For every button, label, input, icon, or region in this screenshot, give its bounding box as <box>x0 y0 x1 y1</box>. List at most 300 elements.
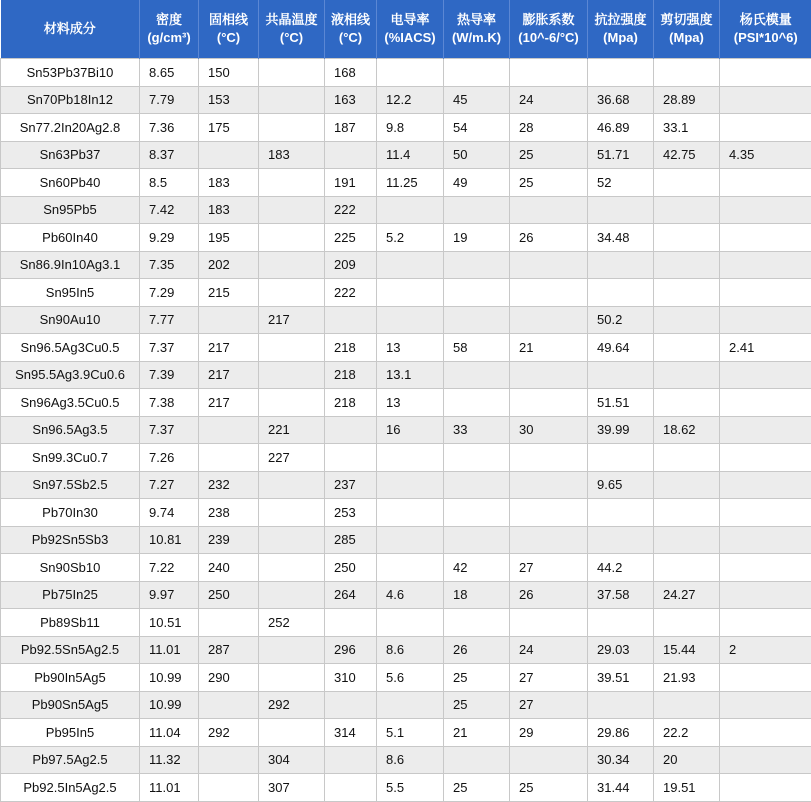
material-name-cell: Pb60In40 <box>1 224 140 252</box>
table-cell <box>720 389 811 417</box>
table-cell: 11.01 <box>140 636 199 664</box>
table-cell: 21 <box>510 334 588 362</box>
table-cell <box>720 114 811 142</box>
table-cell <box>654 224 720 252</box>
table-cell <box>588 59 654 87</box>
material-name-cell: Pb92.5In5Ag2.5 <box>1 774 140 802</box>
table-row <box>1 251 811 279</box>
table-cell: 7.39 <box>140 361 199 389</box>
table-cell <box>199 609 259 637</box>
table-cell: 24 <box>510 636 588 664</box>
table-cell: 7.79 <box>140 86 199 114</box>
table-cell: 304 <box>259 746 325 774</box>
table-cell <box>588 691 654 719</box>
table-cell: 7.37 <box>140 416 199 444</box>
table-cell: 39.51 <box>588 664 654 692</box>
table-cell: 225 <box>325 224 377 252</box>
table-cell <box>510 746 588 774</box>
table-cell: 217 <box>199 389 259 417</box>
column-header-title: 热导率 <box>444 11 509 29</box>
table-cell: 8.37 <box>140 141 199 169</box>
table-cell: 58 <box>444 334 510 362</box>
table-cell: 26 <box>510 581 588 609</box>
table-cell: 19 <box>444 224 510 252</box>
table-cell <box>377 59 444 87</box>
table-cell: 202 <box>199 251 259 279</box>
material-name-cell: Sn96.5Ag3Cu0.5 <box>1 334 140 362</box>
table-cell <box>654 334 720 362</box>
table-cell: 19.51 <box>654 774 720 802</box>
table-cell: 25 <box>510 774 588 802</box>
table-cell: 153 <box>199 86 259 114</box>
column-header-title: 固相线 <box>199 11 258 29</box>
table-cell: 183 <box>199 169 259 197</box>
table-row <box>1 59 811 87</box>
table-cell: 217 <box>259 306 325 334</box>
table-cell: 7.37 <box>140 334 199 362</box>
table-cell: 8.65 <box>140 59 199 87</box>
table-cell <box>377 526 444 554</box>
table-cell <box>377 609 444 637</box>
table-cell <box>377 499 444 527</box>
column-header <box>377 0 444 59</box>
table-cell <box>259 499 325 527</box>
table-cell: 42 <box>444 554 510 582</box>
table-cell: 10.81 <box>140 526 199 554</box>
table-cell: 7.36 <box>140 114 199 142</box>
table-cell: 29.03 <box>588 636 654 664</box>
table-cell <box>588 279 654 307</box>
table-cell <box>259 581 325 609</box>
table-row <box>1 719 811 747</box>
table-cell: 264 <box>325 581 377 609</box>
table-cell: 50.2 <box>588 306 654 334</box>
table-cell <box>510 471 588 499</box>
table-row <box>1 499 811 527</box>
table-cell: 222 <box>325 196 377 224</box>
table-cell <box>444 499 510 527</box>
table-cell: 49.64 <box>588 334 654 362</box>
table-cell <box>510 389 588 417</box>
table-row <box>1 224 811 252</box>
table-cell <box>259 114 325 142</box>
table-cell: 290 <box>199 664 259 692</box>
table-cell: 26 <box>444 636 510 664</box>
table-cell: 30 <box>510 416 588 444</box>
table-cell <box>654 471 720 499</box>
table-cell: 222 <box>325 279 377 307</box>
table-cell <box>654 499 720 527</box>
table-cell: 16 <box>377 416 444 444</box>
table-cell: 9.8 <box>377 114 444 142</box>
table-cell <box>720 554 811 582</box>
table-cell: 13 <box>377 334 444 362</box>
table-cell: 240 <box>199 554 259 582</box>
table-cell <box>654 306 720 334</box>
table-cell: 187 <box>325 114 377 142</box>
table-cell <box>325 306 377 334</box>
table-cell: 195 <box>199 224 259 252</box>
material-name-cell: Sn95.5Ag3.9Cu0.6 <box>1 361 140 389</box>
table-cell: 217 <box>199 334 259 362</box>
table-cell: 252 <box>259 609 325 637</box>
material-name-cell: Sn63Pb37 <box>1 141 140 169</box>
table-cell: 218 <box>325 334 377 362</box>
table-cell: 25 <box>510 141 588 169</box>
table-cell <box>199 306 259 334</box>
table-cell <box>510 609 588 637</box>
table-row <box>1 581 811 609</box>
material-name-cell: Pb90Sn5Ag5 <box>1 691 140 719</box>
table-cell: 25 <box>444 664 510 692</box>
table-cell <box>444 59 510 87</box>
column-header <box>444 0 510 59</box>
table-cell: 218 <box>325 361 377 389</box>
column-header-title: 膨胀系数 <box>510 11 587 29</box>
material-name-cell: Sn77.2In20Ag2.8 <box>1 114 140 142</box>
table-cell <box>444 746 510 774</box>
table-cell <box>325 444 377 472</box>
table-cell: 11.25 <box>377 169 444 197</box>
table-cell <box>325 774 377 802</box>
material-name-cell: Pb70In30 <box>1 499 140 527</box>
table-cell <box>259 526 325 554</box>
table-cell: 296 <box>325 636 377 664</box>
column-header-unit: (W/m.K) <box>444 29 509 47</box>
table-row <box>1 361 811 389</box>
table-cell <box>588 251 654 279</box>
table-cell <box>510 306 588 334</box>
table-cell: 27 <box>510 664 588 692</box>
table-cell: 15.44 <box>654 636 720 664</box>
table-cell <box>259 196 325 224</box>
table-cell: 7.27 <box>140 471 199 499</box>
table-cell <box>654 389 720 417</box>
table-cell <box>444 444 510 472</box>
table-cell: 2.41 <box>720 334 811 362</box>
table-cell: 9.74 <box>140 499 199 527</box>
table-cell <box>588 609 654 637</box>
table-cell: 18.62 <box>654 416 720 444</box>
table-cell: 215 <box>199 279 259 307</box>
table-row <box>1 774 811 802</box>
material-name-cell: Pb75In25 <box>1 581 140 609</box>
column-header-unit: (PSI*10^6) <box>720 29 811 47</box>
column-header-unit: (Mpa) <box>588 29 653 47</box>
table-cell: 5.5 <box>377 774 444 802</box>
table-row <box>1 389 811 417</box>
table-cell <box>259 279 325 307</box>
column-header-unit: (°C) <box>199 29 258 47</box>
table-cell: 7.42 <box>140 196 199 224</box>
material-name-cell: Sn60Pb40 <box>1 169 140 197</box>
table-cell: 25 <box>444 691 510 719</box>
table-cell <box>259 361 325 389</box>
table-cell <box>259 554 325 582</box>
table-cell <box>654 361 720 389</box>
table-cell: 45 <box>444 86 510 114</box>
table-cell: 4.35 <box>720 141 811 169</box>
table-cell <box>325 609 377 637</box>
table-cell <box>377 444 444 472</box>
table-cell: 24 <box>510 86 588 114</box>
table-cell: 54 <box>444 114 510 142</box>
table-cell <box>259 224 325 252</box>
table-cell: 51.51 <box>588 389 654 417</box>
table-cell <box>588 196 654 224</box>
table-cell <box>720 526 811 554</box>
table-cell <box>510 526 588 554</box>
table-row <box>1 444 811 472</box>
column-header-title: 电导率 <box>377 11 443 29</box>
table-cell: 46.89 <box>588 114 654 142</box>
table-cell: 10.51 <box>140 609 199 637</box>
table-cell: 10.99 <box>140 691 199 719</box>
table-row <box>1 554 811 582</box>
table-header-row <box>1 0 811 59</box>
table-cell: 11.04 <box>140 719 199 747</box>
table-cell: 29 <box>510 719 588 747</box>
table-cell <box>325 691 377 719</box>
table-cell <box>259 334 325 362</box>
table-cell: 13 <box>377 389 444 417</box>
table-cell <box>654 169 720 197</box>
table-cell <box>444 389 510 417</box>
table-cell: 31.44 <box>588 774 654 802</box>
table-cell <box>720 581 811 609</box>
table-cell <box>720 416 811 444</box>
table-cell: 21 <box>444 719 510 747</box>
table-cell <box>199 746 259 774</box>
table-cell: 25 <box>444 774 510 802</box>
table-cell: 191 <box>325 169 377 197</box>
table-cell: 39.99 <box>588 416 654 444</box>
table-cell <box>654 554 720 582</box>
table-cell <box>654 691 720 719</box>
table-cell: 163 <box>325 86 377 114</box>
table-cell: 237 <box>325 471 377 499</box>
column-header-title: 剪切强度 <box>654 11 719 29</box>
table-cell <box>510 279 588 307</box>
table-cell <box>444 471 510 499</box>
column-header <box>720 0 811 59</box>
table-cell <box>444 196 510 224</box>
table-cell <box>325 416 377 444</box>
table-body <box>1 59 811 802</box>
table-cell: 33 <box>444 416 510 444</box>
table-cell <box>444 306 510 334</box>
column-header <box>510 0 588 59</box>
table-cell <box>510 361 588 389</box>
table-cell: 209 <box>325 251 377 279</box>
table-cell <box>377 279 444 307</box>
table-cell <box>377 251 444 279</box>
column-header-title: 杨氏模量 <box>720 11 811 29</box>
table-cell: 7.22 <box>140 554 199 582</box>
table-row <box>1 169 811 197</box>
table-cell <box>510 59 588 87</box>
table-cell <box>720 719 811 747</box>
table-cell: 52 <box>588 169 654 197</box>
table-row <box>1 471 811 499</box>
table-cell: 11.4 <box>377 141 444 169</box>
table-cell: 7.26 <box>140 444 199 472</box>
table-cell <box>720 609 811 637</box>
table-row <box>1 526 811 554</box>
table-cell: 9.29 <box>140 224 199 252</box>
table-cell <box>377 196 444 224</box>
table-cell: 12.2 <box>377 86 444 114</box>
material-name-cell: Sn96Ag3.5Cu0.5 <box>1 389 140 417</box>
table-cell <box>720 169 811 197</box>
table-cell <box>510 499 588 527</box>
table-row <box>1 306 811 334</box>
table-cell <box>588 499 654 527</box>
table-cell: 250 <box>199 581 259 609</box>
table-cell: 21.93 <box>654 664 720 692</box>
table-cell <box>259 169 325 197</box>
table-cell: 2 <box>720 636 811 664</box>
table-cell <box>444 361 510 389</box>
column-header-unit: (°C) <box>325 29 376 47</box>
material-name-cell: Sn96.5Ag3.5 <box>1 416 140 444</box>
material-name-cell: Sn86.9In10Ag3.1 <box>1 251 140 279</box>
table-cell <box>377 471 444 499</box>
table-cell <box>510 196 588 224</box>
table-cell: 34.48 <box>588 224 654 252</box>
material-name-cell: Sn95In5 <box>1 279 140 307</box>
table-cell: 175 <box>199 114 259 142</box>
table-cell <box>654 279 720 307</box>
table-cell <box>654 59 720 87</box>
table-cell <box>325 141 377 169</box>
table-row <box>1 746 811 774</box>
table-cell: 183 <box>199 196 259 224</box>
table-cell: 27 <box>510 691 588 719</box>
table-row <box>1 196 811 224</box>
column-header-title: 密度 <box>140 11 198 29</box>
table-row <box>1 636 811 664</box>
table-cell <box>259 471 325 499</box>
table-cell: 22.2 <box>654 719 720 747</box>
table-cell: 292 <box>259 691 325 719</box>
column-header <box>654 0 720 59</box>
table-cell <box>720 691 811 719</box>
table-cell <box>720 86 811 114</box>
table-cell: 8.6 <box>377 636 444 664</box>
table-row <box>1 141 811 169</box>
table-row <box>1 664 811 692</box>
table-cell <box>199 141 259 169</box>
table-cell <box>259 389 325 417</box>
table-cell: 5.6 <box>377 664 444 692</box>
table-cell: 7.77 <box>140 306 199 334</box>
table-cell: 13.1 <box>377 361 444 389</box>
column-header <box>199 0 259 59</box>
table-cell: 217 <box>199 361 259 389</box>
material-name-cell: Sn97.5Sb2.5 <box>1 471 140 499</box>
table-cell <box>654 251 720 279</box>
table-cell: 287 <box>199 636 259 664</box>
table-cell: 10.99 <box>140 664 199 692</box>
table-cell <box>720 251 811 279</box>
table-cell: 26 <box>510 224 588 252</box>
column-header-title: 液相线 <box>325 11 376 29</box>
table-cell <box>654 609 720 637</box>
table-cell <box>259 664 325 692</box>
table-cell <box>199 691 259 719</box>
table-cell <box>720 746 811 774</box>
column-header-title: 抗拉强度 <box>588 11 653 29</box>
column-header <box>140 0 199 59</box>
table-cell: 44.2 <box>588 554 654 582</box>
material-name-cell: Sn95Pb5 <box>1 196 140 224</box>
table-cell: 314 <box>325 719 377 747</box>
table-cell <box>654 444 720 472</box>
material-name-cell: Pb90In5Ag5 <box>1 664 140 692</box>
table-cell <box>720 59 811 87</box>
table-cell: 49 <box>444 169 510 197</box>
table-cell <box>259 636 325 664</box>
table-cell <box>444 251 510 279</box>
table-cell <box>259 251 325 279</box>
table-cell: 36.68 <box>588 86 654 114</box>
table-cell <box>588 361 654 389</box>
table-cell: 51.71 <box>588 141 654 169</box>
table-row <box>1 279 811 307</box>
table-cell: 5.1 <box>377 719 444 747</box>
table-cell <box>377 554 444 582</box>
table-cell: 221 <box>259 416 325 444</box>
table-row <box>1 114 811 142</box>
material-name-cell: Pb95In5 <box>1 719 140 747</box>
table-cell: 28 <box>510 114 588 142</box>
table-cell: 4.6 <box>377 581 444 609</box>
table-cell <box>259 59 325 87</box>
material-name-cell: Sn53Pb37Bi10 <box>1 59 140 87</box>
material-name-cell: Sn99.3Cu0.7 <box>1 444 140 472</box>
table-cell <box>325 746 377 774</box>
table-cell: 7.38 <box>140 389 199 417</box>
table-cell <box>259 719 325 747</box>
table-cell: 11.01 <box>140 774 199 802</box>
table-cell <box>654 196 720 224</box>
table-cell <box>444 526 510 554</box>
table-cell: 218 <box>325 389 377 417</box>
table-cell: 183 <box>259 141 325 169</box>
table-cell <box>510 444 588 472</box>
table-cell: 285 <box>325 526 377 554</box>
table-cell: 150 <box>199 59 259 87</box>
table-cell <box>720 279 811 307</box>
table-cell: 9.97 <box>140 581 199 609</box>
table-row <box>1 691 811 719</box>
material-name-cell: Pb92Sn5Sb3 <box>1 526 140 554</box>
table-cell: 29.86 <box>588 719 654 747</box>
table-cell: 168 <box>325 59 377 87</box>
table-cell <box>199 444 259 472</box>
table-cell <box>720 664 811 692</box>
table-cell: 28.89 <box>654 86 720 114</box>
table-cell <box>259 86 325 114</box>
table-cell: 50 <box>444 141 510 169</box>
table-cell: 307 <box>259 774 325 802</box>
column-header-unit: (10^-6/°C) <box>510 29 587 47</box>
material-name-cell: Pb89Sb11 <box>1 609 140 637</box>
table-cell: 7.35 <box>140 251 199 279</box>
table-cell <box>720 306 811 334</box>
table-cell <box>720 774 811 802</box>
